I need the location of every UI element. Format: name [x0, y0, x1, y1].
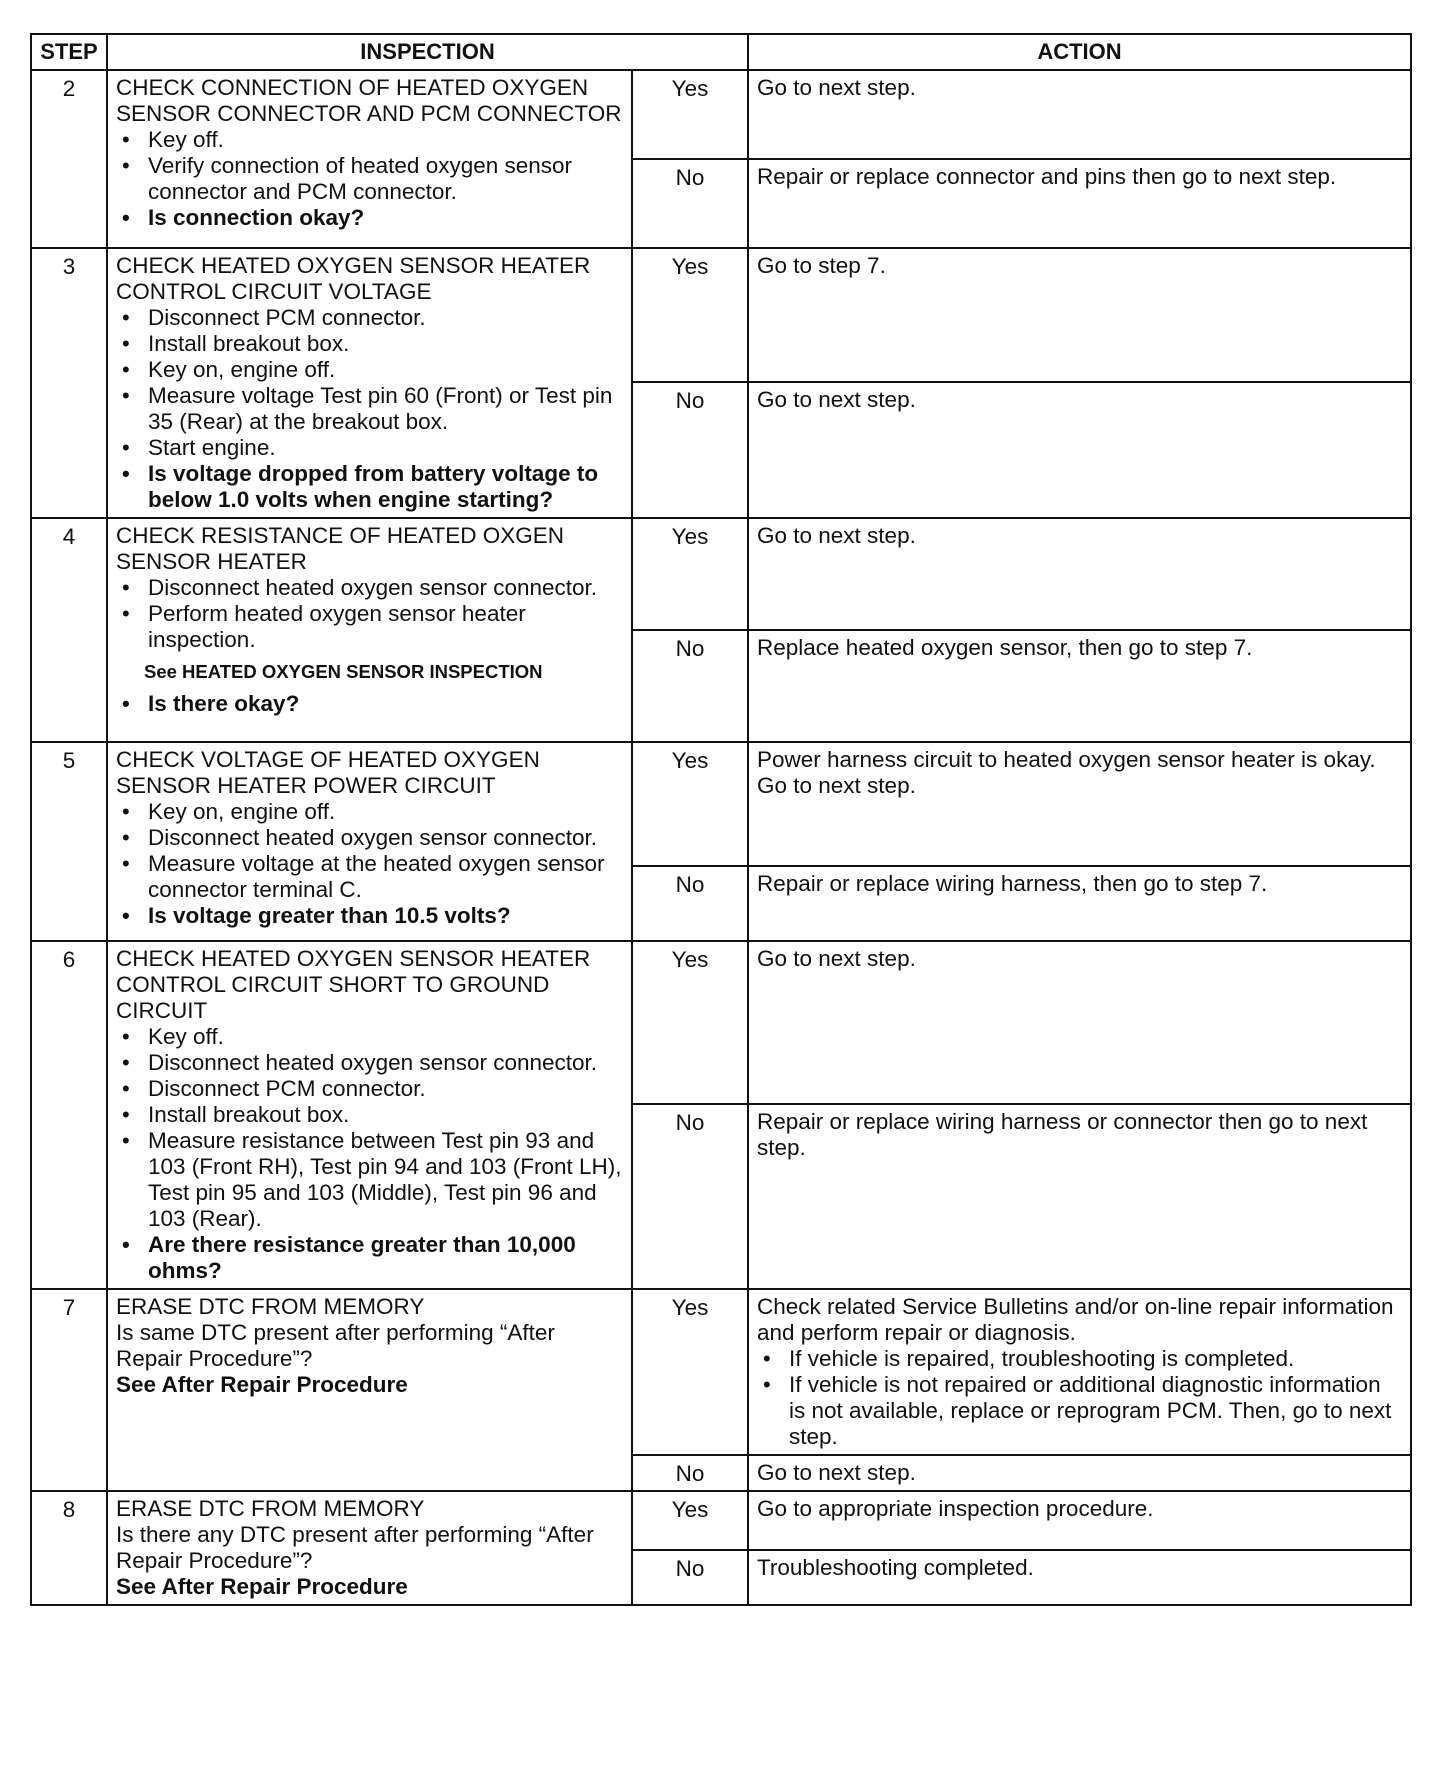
yes-action: Go to appropriate inspection procedure. — [748, 1491, 1411, 1550]
table-row — [31, 1491, 1411, 1550]
table-header-row — [31, 34, 1411, 70]
inspection-title: ERASE DTC FROM MEMORY — [116, 1294, 425, 1319]
inspection-question: • Is there okay? — [116, 691, 623, 717]
inspection-bullet: • Measure voltage Test pin 60 (Front) or Test pin 35 (Rear) at the breakout box. — [116, 383, 623, 435]
no-label: No — [632, 1104, 748, 1289]
table-row — [31, 518, 1411, 630]
no-action: Repair or replace wiring harness, then go to step 7. — [748, 866, 1411, 941]
inspection-title: ERASE DTC FROM MEMORY — [116, 1496, 425, 1521]
no-label: No — [632, 1550, 748, 1605]
see-reference: See HEATED OXYGEN SENSOR INSPECTION — [144, 661, 543, 682]
no-label: No — [632, 1455, 748, 1491]
yes-action-text: Check related Service Bulletins and/or on-line repair information and perform repair or diagnosis. — [757, 1294, 1394, 1345]
yes-action-bullet: • If vehicle is not repaired or additional diagnostic information is not available, replace or reprogram PCM. Then, go to next step. — [757, 1372, 1402, 1450]
inspection-title: CHECK HEATED OXYGEN SENSOR HEATER CONTROL CIRCUIT VOLTAGE — [116, 253, 591, 304]
yes-action: Go to next step. — [748, 518, 1411, 630]
step-number: 6 — [31, 941, 107, 1289]
inspection-bullet: • Key on, engine off. — [116, 357, 623, 383]
header-action: ACTION — [748, 34, 1411, 70]
inspection-bullet: • Start engine. — [116, 435, 623, 461]
see-reference: See After Repair Procedure — [116, 1574, 408, 1599]
inspection-bullet: • Measure voltage at the heated oxygen sensor connector terminal C. — [116, 851, 623, 903]
no-action: Troubleshooting completed. — [748, 1550, 1411, 1605]
inspection-bullet: • Measure resistance between Test pin 93 and 103 (Front RH), Test pin 94 and 103 (Front LH), Test pin 95 and 103 (Middle), Test pin 96 and 103 (Rear). — [116, 1128, 623, 1232]
inspection-question: • Is voltage dropped from battery voltage to below 1.0 volts when engine starting? — [116, 461, 623, 513]
inspection-title: CHECK VOLTAGE OF HEATED OXYGEN SENSOR HEATER POWER CIRCUIT — [116, 747, 540, 798]
inspection-bullet: • Disconnect heated oxygen sensor connector. — [116, 825, 623, 851]
no-action: Replace heated oxygen sensor, then go to step 7. — [748, 630, 1411, 742]
yes-action — [748, 1289, 1411, 1455]
inspection-cell — [107, 941, 632, 1289]
inspection-question: • Is connection okay? — [116, 205, 623, 231]
yes-action — [748, 742, 1411, 866]
no-action: Repair or replace wiring harness or connector then go to next step. — [748, 1104, 1411, 1289]
yes-label: Yes — [632, 70, 748, 159]
inspection-bullet: • Key off. — [116, 127, 623, 153]
header-inspection: INSPECTION — [107, 34, 748, 70]
inspection-table — [30, 33, 1412, 1606]
yes-action-line: Power harness circuit to heated oxygen sensor heater is okay. — [757, 747, 1376, 772]
yes-label: Yes — [632, 248, 748, 382]
yes-label: Yes — [632, 941, 748, 1104]
yes-action: Go to step 7. — [748, 248, 1411, 382]
inspection-bullet: • Disconnect heated oxygen sensor connector. — [116, 575, 623, 601]
step-number: 3 — [31, 248, 107, 518]
no-label: No — [632, 159, 748, 248]
inspection-bullet: • Install breakout box. — [116, 331, 623, 357]
inspection-title: CHECK RESISTANCE OF HEATED OXGEN SENSOR HEATER — [116, 523, 564, 574]
header-step: STEP — [31, 34, 107, 70]
yes-action-line: Go to next step. — [757, 773, 916, 798]
procedure-document — [30, 33, 1410, 1606]
no-action: Go to next step. — [748, 382, 1411, 518]
inspection-title: CHECK HEATED OXYGEN SENSOR HEATER CONTROL CIRCUIT SHORT TO GROUND CIRCUIT — [116, 946, 591, 1023]
inspection-bullet: • Perform heated oxygen sensor heater inspection. — [116, 601, 623, 653]
inspection-cell — [107, 742, 632, 941]
yes-action: Go to next step. — [748, 70, 1411, 159]
table-row — [31, 1289, 1411, 1455]
yes-action-bullet: • If vehicle is repaired, troubleshooting is completed. — [757, 1346, 1402, 1372]
yes-label: Yes — [632, 1289, 748, 1455]
table-row — [31, 248, 1411, 382]
no-action: Go to next step. — [748, 1455, 1411, 1491]
inspection-text: Is there any DTC present after performing “After Repair Procedure”? — [116, 1522, 594, 1573]
see-reference: See After Repair Procedure — [116, 1372, 408, 1397]
yes-label: Yes — [632, 1491, 748, 1550]
inspection-bullet: • Disconnect heated oxygen sensor connector. — [116, 1050, 623, 1076]
step-number: 5 — [31, 742, 107, 941]
inspection-cell — [107, 1491, 632, 1605]
step-number: 4 — [31, 518, 107, 742]
inspection-text: Is same DTC present after performing “After Repair Procedure”? — [116, 1320, 555, 1371]
yes-action: Go to next step. — [748, 941, 1411, 1104]
table-row — [31, 742, 1411, 866]
inspection-cell — [107, 248, 632, 518]
table-row — [31, 70, 1411, 159]
yes-label: Yes — [632, 518, 748, 630]
yes-label: Yes — [632, 742, 748, 866]
inspection-cell — [107, 70, 632, 248]
no-label: No — [632, 866, 748, 941]
step-number: 7 — [31, 1289, 107, 1491]
inspection-bullet: • Verify connection of heated oxygen sensor connector and PCM connector. — [116, 153, 623, 205]
step-number: 8 — [31, 1491, 107, 1605]
inspection-question: • Is voltage greater than 10.5 volts? — [116, 903, 623, 929]
inspection-cell — [107, 518, 632, 742]
inspection-title: CHECK CONNECTION OF HEATED OXYGEN SENSOR CONNECTOR AND PCM CONNECTOR — [116, 75, 622, 126]
inspection-bullet: • Disconnect PCM connector. — [116, 305, 623, 331]
no-label: No — [632, 630, 748, 742]
inspection-bullet: • Key off. — [116, 1024, 623, 1050]
table-row — [31, 941, 1411, 1104]
step-number: 2 — [31, 70, 107, 248]
inspection-bullet: • Disconnect PCM connector. — [116, 1076, 623, 1102]
inspection-bullet: • Install breakout box. — [116, 1102, 623, 1128]
inspection-cell — [107, 1289, 632, 1491]
no-label: No — [632, 382, 748, 518]
inspection-bullet: • Key on, engine off. — [116, 799, 623, 825]
no-action: Repair or replace connector and pins then go to next step. — [748, 159, 1411, 248]
inspection-question: • Are there resistance greater than 10,000 ohms? — [116, 1232, 623, 1284]
